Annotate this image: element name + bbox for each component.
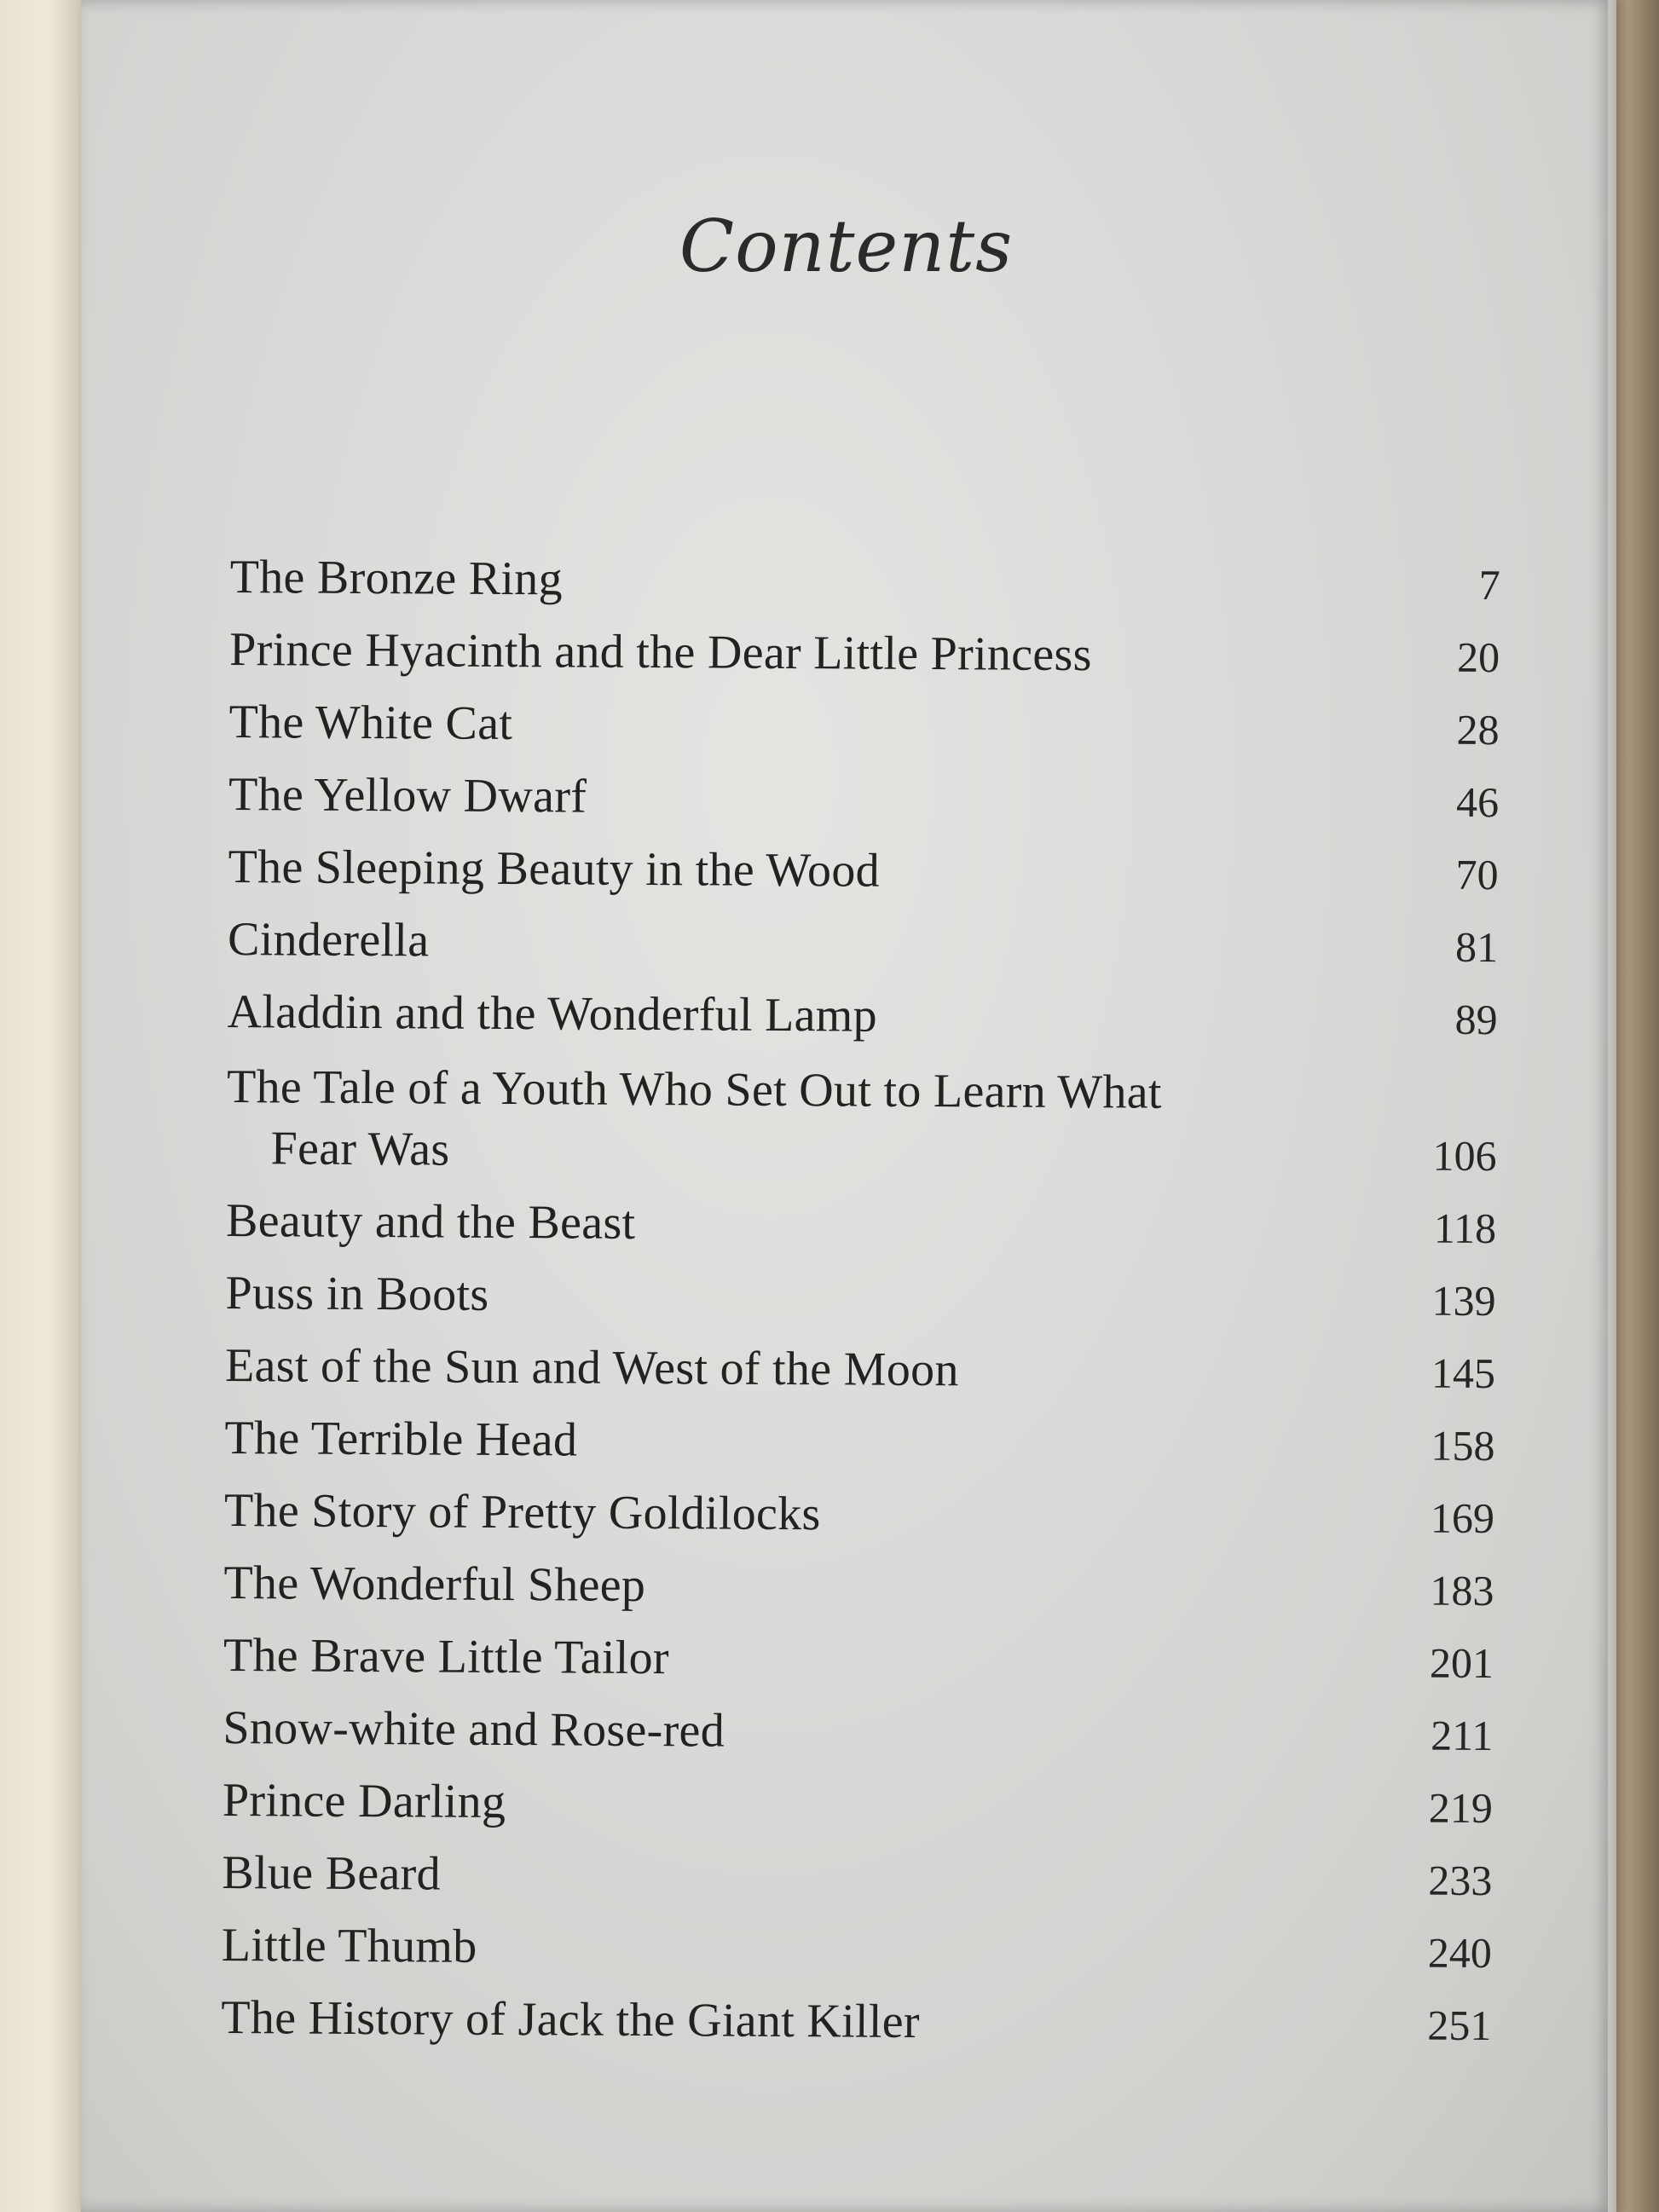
toc-entry-title: The Terrible Head — [224, 1411, 578, 1467]
toc-entry-page: 106 — [1432, 1131, 1497, 1181]
toc-entry-page: 233 — [1428, 1856, 1493, 1905]
toc-entry-page: 28 — [1456, 705, 1500, 754]
toc-entry-page: 46 — [1455, 777, 1500, 827]
toc-entry — [222, 1831, 1492, 1911]
toc-entry-title: Puss in Boots — [225, 1266, 489, 1321]
toc-entry-page: 240 — [1427, 1928, 1493, 1978]
toc-entry-title: Cinderella — [227, 912, 430, 967]
toc-entry-title: Prince Hyacinth and the Dear Little Princess — [228, 622, 1092, 682]
toc-entry-page: 7 — [1478, 560, 1500, 609]
toc-entry-page: 139 — [1431, 1276, 1496, 1325]
toc-entry-page: 201 — [1429, 1638, 1494, 1688]
toc-entry — [222, 1903, 1492, 1984]
toc-entry — [227, 970, 1497, 1050]
toc-entry-title: The White Cat — [228, 695, 513, 751]
toc-entry — [225, 1324, 1495, 1404]
toc-entry-title: The Sleeping Beauty in the Wood — [228, 840, 881, 898]
toc-entry-title: The Brave Little Tailor — [223, 1628, 670, 1685]
toc-entry — [229, 608, 1500, 688]
toc-entry-title: The Bronze Ring — [229, 550, 564, 606]
toc-entry-page: 145 — [1431, 1349, 1496, 1398]
toc-entry-title-line2: Fear Was — [270, 1122, 450, 1176]
toc-entry-page: 251 — [1427, 2001, 1492, 2050]
toc-entry-title: The Story of Pretty Goldilocks — [223, 1483, 821, 1541]
toc-entry-title: Little Thumb — [221, 1918, 477, 1973]
toc-entry — [221, 1976, 1491, 2056]
toc-entry — [223, 1614, 1494, 1694]
toc-entry-title: Prince Darling — [222, 1773, 506, 1829]
toc-entry-title: Blue Beard — [222, 1845, 442, 1901]
toc-entry-title: The Yellow Dwarf — [228, 767, 587, 823]
toc-entry — [229, 535, 1500, 615]
toc-entry-title: Snow-white and Rose-red — [223, 1701, 725, 1758]
toc-entry — [228, 680, 1499, 760]
toc-entry-page: 70 — [1455, 850, 1499, 899]
toc-entry-title: Aladdin and the Wonderful Lamp — [227, 985, 878, 1042]
toc-entry — [223, 1686, 1493, 1766]
toc-entry-page: 219 — [1428, 1783, 1494, 1833]
toc-entry-title-line1: The Tale of a Youth Who Set Out to Learn What — [226, 1060, 1162, 1119]
toc-entry — [224, 1396, 1494, 1476]
toc-entry-page: 211 — [1431, 1711, 1494, 1760]
toc-entry — [228, 898, 1498, 978]
toc-entry — [228, 753, 1499, 833]
toc-entry-page: 89 — [1454, 995, 1498, 1044]
toc-entry — [225, 1251, 1495, 1331]
toc-entry-page: 81 — [1454, 922, 1499, 972]
toc-entry-title: The History of Jack the Giant Killer — [221, 1990, 921, 2048]
toc-entry — [224, 1469, 1494, 1549]
toc-entry — [223, 1541, 1494, 1621]
toc-entry-page: 118 — [1433, 1204, 1497, 1253]
book-page — [81, 0, 1611, 2212]
toc-entry — [226, 1179, 1496, 1259]
toc-entry-page: 158 — [1431, 1421, 1495, 1470]
toc-entry — [223, 1759, 1493, 1839]
toc-entry-title: The Wonderful Sheep — [223, 1556, 646, 1612]
toc-entry-page: 169 — [1430, 1493, 1495, 1543]
toc-entry — [228, 825, 1498, 905]
adjacent-page-edge — [0, 0, 81, 2212]
toc-entry-title: Beauty and the Beast — [225, 1193, 636, 1250]
toc-entry — [226, 1042, 1497, 1187]
toc-entry-title — [226, 1056, 1361, 1186]
page-title: Contents — [679, 205, 1014, 288]
toc-entry-page: 20 — [1456, 632, 1500, 682]
toc-entry-page: 183 — [1430, 1566, 1494, 1615]
table-of-contents — [221, 535, 1500, 2056]
toc-entry-title: East of the Sun and West of the Moon — [224, 1338, 959, 1397]
